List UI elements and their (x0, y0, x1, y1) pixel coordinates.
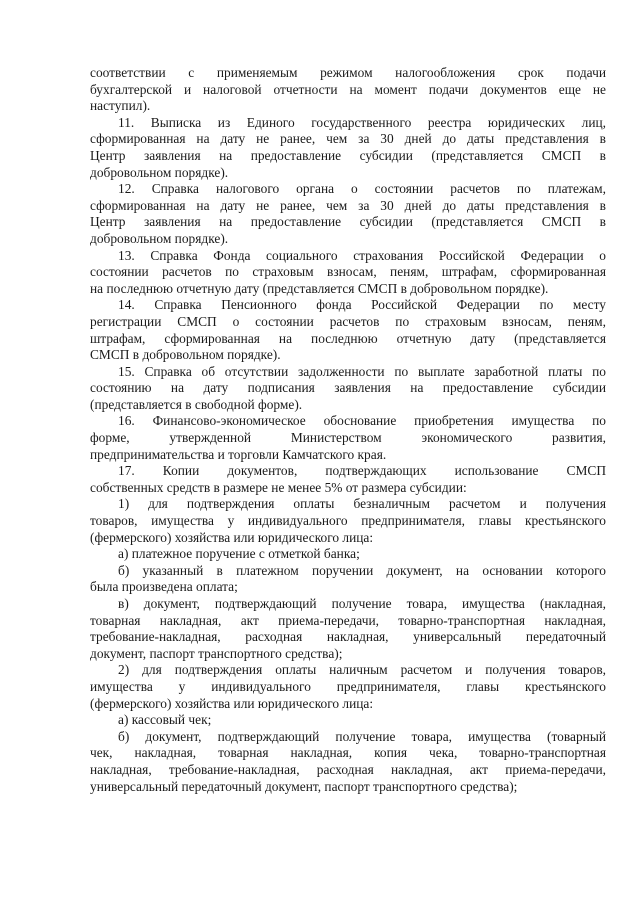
document-body (90, 65, 606, 795)
text-line: 1) для подтверждения оплаты безналичным расчетом и получения (118, 496, 606, 512)
text-line: 2) для подтверждения оплаты наличным расчетом и получения товаров, (118, 662, 606, 678)
text-line: б) указанный в платежном поручении документ, на основании которого (118, 562, 606, 578)
text-line: была произведена оплата; (90, 579, 238, 595)
text-line: универсальный передаточный документ, паспорт транспортного средства); (90, 778, 518, 794)
text-line: б) документ, подтверждающий получение товара, имущества (товарный (118, 728, 606, 744)
text-line: 17. Копии документов, подтверждающих использование СМСП (118, 463, 606, 479)
text-line: собственных средств в размере не менее 5% от размера субсидии: (90, 479, 467, 495)
text-line: состоянии расчетов по страховым взносам, пеням, штрафам, сформированная (90, 264, 606, 280)
text-line: 16. Финансово-экономическое обоснование приобретения имущества по (118, 413, 606, 429)
text-line: а) кассовый чек; (118, 712, 212, 728)
text-line: товаров, имущества у индивидуального предпринимателя, главы крестьянского (90, 513, 606, 529)
text-line: чек, накладная, товарная накладная, копия чека, товарно-транспортная (90, 745, 606, 761)
text-line: (фермерского) хозяйства или юридического лица: (90, 529, 374, 545)
text-line: Центр заявления на предоставление субсидии (представляется СМСП в (90, 214, 606, 230)
text-line: сформированная на дату не ранее, чем за 30 дней до даты представления в (90, 131, 606, 147)
text-line: товарная накладная, акт приема-передачи, товарно-транспортная накладная, (90, 612, 606, 628)
text-line: (представляется в свободной форме). (90, 396, 303, 412)
text-line: штрафам, сформированная на последнюю отчетную дату (представляется (90, 330, 606, 346)
text-line: 11. Выписка из Единого государственного реестра юридических лиц, (118, 114, 606, 130)
text-line: а) платежное поручение с отметкой банка; (118, 546, 360, 562)
text-line: соответствии с применяемым режимом налогообложения срок подачи (90, 65, 606, 80)
text-line: на последнюю отчетную дату (представляется СМСП в добровольном порядке). (90, 280, 549, 296)
text-line: 15. Справка об отсутствии задолженности по выплате заработной платы по (118, 363, 606, 379)
text-line: 14. Справка Пенсионного фонда Российской Федерации по месту (118, 297, 606, 313)
text-line: бухгалтерской и налоговой отчетности на момент подачи документов еще не (90, 81, 606, 97)
text-line: форме, утвержденной Министерством экономического развития, (90, 430, 606, 446)
text-line: 13. Справка Фонда социального страхования Российской Федерации о (118, 247, 606, 263)
text-line: накладная, требование-накладная, расходная накладная, акт приема-передачи, (90, 761, 606, 777)
text-line: предпринимательства и торговли Камчатского края. (90, 446, 387, 462)
text-line: СМСП в добровольном порядке). (90, 347, 281, 363)
text-line: имущества у индивидуального предпринимателя, главы крестьянского (90, 678, 606, 694)
text-line: состоянию на дату подписания заявления на предоставление субсидии (90, 380, 606, 396)
text-line: требование-накладная, расходная накладная, универсальный передаточный (90, 629, 606, 645)
text-line: регистрации СМСП о состоянии расчетов по страховым взносам, пеням, (90, 313, 606, 329)
text-line: документ, паспорт транспортного средства); (90, 645, 343, 661)
text-line: сформированная на дату не ранее, чем за 30 дней до даты представления в (90, 197, 606, 213)
text-line: добровольном порядке). (90, 230, 229, 246)
text-line: наступил). (90, 98, 151, 114)
text-line: 12. Справка налогового органа о состоянии расчетов по платежам, (118, 181, 606, 197)
text-line: в) документ, подтверждающий получение товара, имущества (накладная, (118, 596, 606, 611)
text-line: добровольном порядке). (90, 164, 229, 180)
text-line: Центр заявления на предоставление субсидии (представляется СМСП в (90, 147, 606, 163)
text-line: (фермерского) хозяйства или юридического лица: (90, 695, 374, 711)
